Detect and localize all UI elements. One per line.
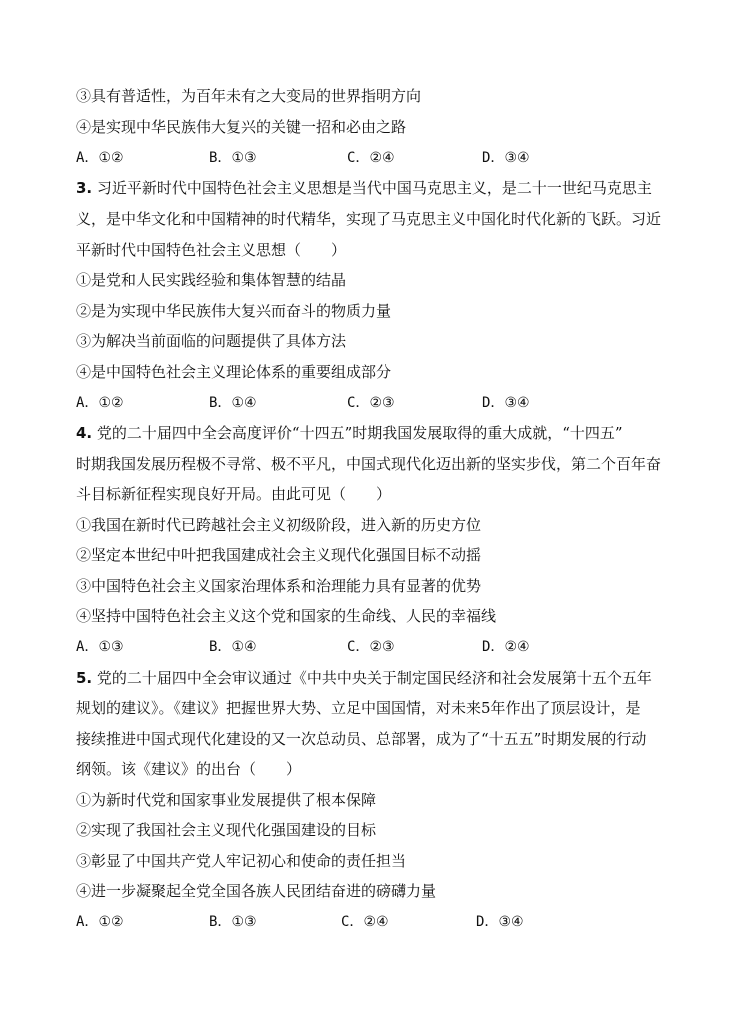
q5-option-c[interactable] xyxy=(341,912,389,932)
q4-option-a[interactable] xyxy=(76,637,124,657)
option-text: ③④ xyxy=(504,395,530,411)
q5-number: 5. xyxy=(76,669,93,687)
option-text: ②④ xyxy=(363,914,389,930)
option-text: ②③ xyxy=(369,395,395,411)
option-text: ③④ xyxy=(504,150,530,166)
q3-item-3: ③为解决当前面临的问题提供了具体方法 xyxy=(76,332,347,350)
q3-option-b[interactable] xyxy=(209,393,257,413)
q5-option-a[interactable] xyxy=(76,912,124,932)
q3-item-4: ④是中国特色社会主义理论体系的重要组成部分 xyxy=(76,363,392,381)
option-text: ②③ xyxy=(369,639,395,655)
q5-option-b[interactable] xyxy=(209,912,257,932)
q2-item-3: ③具有普适性，为百年未有之大变局的世界指明方向 xyxy=(76,87,422,105)
option-letter: B． xyxy=(209,914,232,930)
q5-item-3: ③彰显了中国共产党人牢记初心和使命的责任担当 xyxy=(76,852,407,870)
q5-item-2: ②实现了我国社会主义现代化强国建设的目标 xyxy=(76,821,377,839)
q5-stem-line-1 xyxy=(76,668,652,688)
option-text: ①③ xyxy=(231,150,257,166)
q4-stem-line-1 xyxy=(76,423,623,443)
q5-stem-line-3: 接续推进中国式现代化建设的又一次总动员、总部署，成为了“十五五”时期发展的行动 xyxy=(76,730,647,748)
q2-option-d[interactable] xyxy=(482,148,530,168)
q5-item-1: ①为新时代党和国家事业发展提供了根本保障 xyxy=(76,791,377,809)
option-letter: A． xyxy=(76,150,99,166)
q4-item-1: ①我国在新时代已跨越社会主义初级阶段，进入新的历史方位 xyxy=(76,516,482,534)
option-text: ①④ xyxy=(231,639,257,655)
option-text: ①④ xyxy=(231,395,257,411)
q4-option-c[interactable] xyxy=(347,637,395,657)
q5-options xyxy=(76,912,676,932)
q3-stem-text-1: 习近平新时代中国特色社会主义思想是当代中国马克思主义，是二十一世纪马克思主 xyxy=(96,179,652,197)
option-letter: D． xyxy=(476,914,499,930)
q4-stem-text-1: 党的二十届四中全会高度评价“十四五”时期我国发展取得的重大成就，“十四五” xyxy=(96,424,623,442)
q5-item-4: ④进一步凝聚起全党全国各族人民团结奋进的磅礴力量 xyxy=(76,882,437,900)
q4-item-3: ③中国特色社会主义国家治理体系和治理能力具有显著的优势 xyxy=(76,577,482,595)
option-letter: D． xyxy=(482,639,505,655)
q5-stem-text-1: 党的二十届四中全会审议通过《中共中央关于制定国民经济和社会发展第十五个五年 xyxy=(96,669,652,687)
q3-options xyxy=(76,393,676,413)
q2-option-b[interactable] xyxy=(209,148,257,168)
option-letter: C． xyxy=(347,150,370,166)
q4-options xyxy=(76,637,676,657)
q4-option-d[interactable] xyxy=(482,637,530,657)
q2-options xyxy=(76,148,676,168)
option-text: ③④ xyxy=(498,914,524,930)
q5-stem-line-2: 规划的建议》。《建议》把握世界大势、立足中国国情，对未来5年作出了顶层设计，是 xyxy=(76,699,641,717)
option-text: ①② xyxy=(98,914,124,930)
option-text: ②④ xyxy=(504,639,530,655)
q3-option-c[interactable] xyxy=(347,393,395,413)
q4-item-4: ④坚持中国特色社会主义这个党和国家的生命线、人民的幸福线 xyxy=(76,607,497,625)
q3-number: 3. xyxy=(76,179,93,197)
q4-stem-line-3: 斗目标新征程实现良好开局。由此可见（ ） xyxy=(76,485,392,503)
q4-item-2: ②坚定本世纪中叶把我国建成社会主义现代化强国目标不动摇 xyxy=(76,546,482,564)
option-letter: A． xyxy=(76,639,99,655)
option-letter: C． xyxy=(347,395,370,411)
q3-item-1: ①是党和人民实践经验和集体智慧的结晶 xyxy=(76,271,347,289)
q4-number: 4. xyxy=(76,424,93,442)
q3-option-d[interactable] xyxy=(482,393,530,413)
option-letter: A． xyxy=(76,914,99,930)
option-letter: B． xyxy=(209,639,232,655)
option-text: ①② xyxy=(98,395,124,411)
q2-option-c[interactable] xyxy=(347,148,395,168)
option-letter: B． xyxy=(209,395,232,411)
option-text: ①③ xyxy=(231,914,257,930)
option-letter: C． xyxy=(347,639,370,655)
option-letter: B． xyxy=(209,150,232,166)
option-letter: D． xyxy=(482,395,505,411)
option-text: ①③ xyxy=(98,639,124,655)
q3-option-a[interactable] xyxy=(76,393,124,413)
q5-option-d[interactable] xyxy=(476,912,524,932)
q3-item-2: ②是为实现中华民族伟大复兴而奋斗的物质力量 xyxy=(76,302,392,320)
q4-stem-line-2: 时期我国发展历程极不寻常、极不平凡，中国式现代化迈出新的坚实步伐，第二个百年奋 xyxy=(76,455,662,473)
q2-item-4: ④是实现中华民族伟大复兴的关键一招和必由之路 xyxy=(76,118,407,136)
q3-stem-line-2: 义，是中华文化和中国精神的时代精华，实现了马克思主义中国化时代化新的飞跃。习近 xyxy=(76,210,662,228)
q5-stem-line-4: 纲领。该《建议》的出台（ ） xyxy=(76,760,302,778)
option-letter: C． xyxy=(341,914,364,930)
option-text: ①② xyxy=(98,150,124,166)
option-letter: D． xyxy=(482,150,505,166)
q4-option-b[interactable] xyxy=(209,637,257,657)
q2-option-a[interactable] xyxy=(76,148,124,168)
option-letter: A． xyxy=(76,395,99,411)
q3-stem-line-1 xyxy=(76,178,652,198)
q3-stem-line-3: 平新时代中国特色社会主义思想（ ） xyxy=(76,241,347,259)
option-text: ②④ xyxy=(369,150,395,166)
